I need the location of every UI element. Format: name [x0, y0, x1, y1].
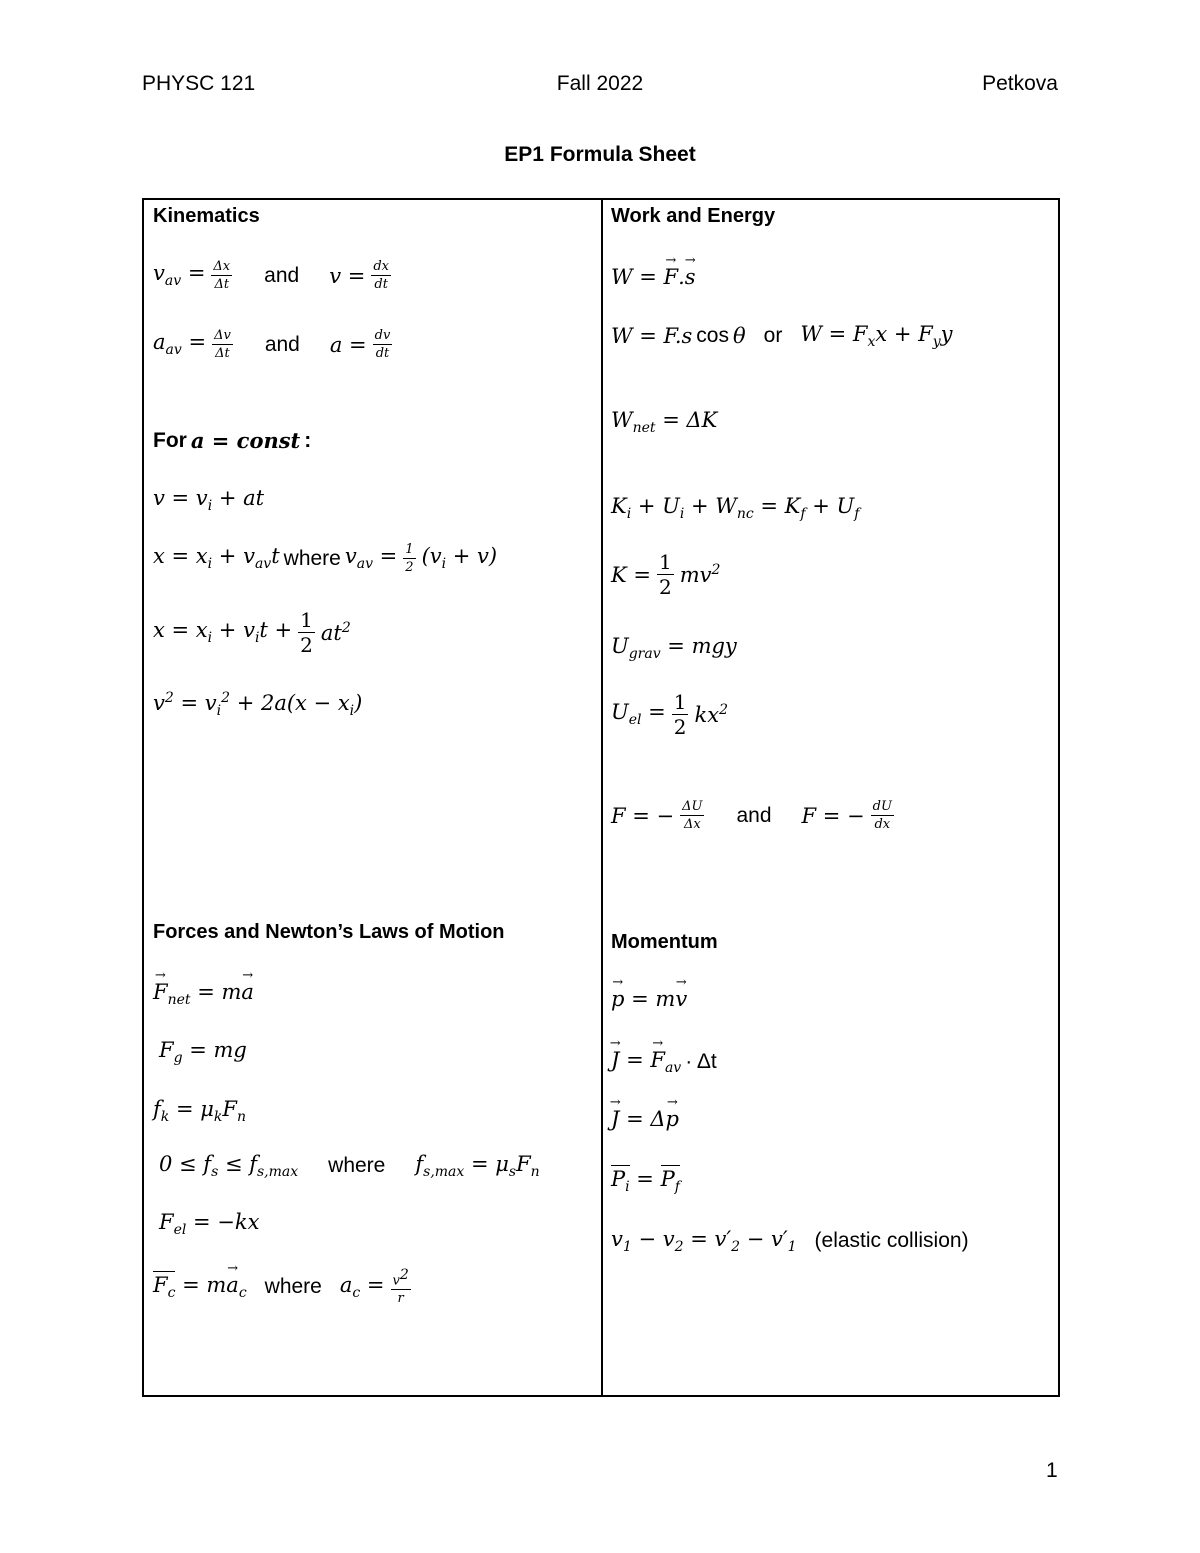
elastic-collision-formula: $v_1 - v_2 = v'_2 - v'_1$ (elastic collision) — [611, 1227, 969, 1256]
elastic-force-formula: $F_{el} = -kx$ — [159, 1210, 260, 1239]
formula-table — [142, 198, 1060, 1397]
momentum-heading: Momentum — [611, 931, 718, 953]
newton-second-law-formula: → $F_{net} = m\to a$ — [153, 980, 254, 1008]
word-or: or — [763, 324, 783, 348]
header-course: PHYSC 121 — [142, 72, 256, 95]
word-and: and — [736, 803, 772, 827]
position-average-velocity-formula: $x = x_i + v_{av}t$ where $v_{av}$ = $\frac{1}{2}$ $(v_i + v)$ — [153, 542, 498, 575]
header-term: Fall 2022 — [556, 72, 644, 95]
word-where: where — [328, 1154, 386, 1178]
left-column — [153, 200, 593, 1395]
average-velocity-formula: $v_{av}$ = $\frac{\Delta x}{\Delta t}$ and v = $\frac{dx}{dt}$ — [153, 259, 389, 292]
static-friction-formula: $0 \le f_s \le f_{s,max}$ where $f_{s,max} = \mu_sF_n$ — [159, 1152, 540, 1181]
word-where: where — [264, 1274, 322, 1298]
kinetic-friction-formula: $f_k = \mu_kF_n$ — [153, 1097, 246, 1126]
momentum-definition-formula: → p = m→ v — [611, 987, 687, 1011]
average-acceleration-formula: $a_{av}$ = $\frac{\Delta v}{\Delta t}$ and a = $\frac{dv}{dt}$ — [153, 328, 391, 361]
impulse-momentum-formula: → J = Δ→ p — [611, 1107, 679, 1131]
page-number: 1 — [1046, 1459, 1058, 1482]
work-cosine-formula: W = F.s cos θ or $W = F_xx + F_yy$ — [611, 322, 953, 351]
column-divider — [601, 200, 603, 1395]
energy-conservation-formula: $K_i + U_i + W_{nc} = K_f + U_f$ — [611, 494, 860, 523]
word-and: and — [264, 332, 300, 356]
page-title: EP1 Formula Sheet — [504, 143, 696, 166]
force-from-potential-formula: F = − $\frac{\Delta U}{\Delta x}$ and F = − $\frac{dU}{dx}$ — [611, 799, 892, 832]
word-and: and — [264, 263, 300, 287]
work-energy-theorem-formula: $W_{net} = \Delta K$ — [611, 408, 718, 437]
forces-heading: Forces and Newton’s Laws of Motion — [153, 921, 505, 943]
kinetic-energy-formula: K = $\frac{1}{2}$ $mv^2$ — [611, 550, 721, 599]
work-energy-heading: Work and Energy — [611, 205, 776, 227]
constant-acceleration-heading: For a = const : — [153, 428, 312, 453]
header-instructor: Petkova — [982, 72, 1058, 95]
velocity-time-formula: $v = v_i$ + at — [153, 486, 265, 515]
right-column — [611, 200, 1051, 1395]
word-where: where — [283, 546, 341, 570]
work-dot-product-formula: W = → F.→ s — [611, 265, 696, 289]
kinematics-heading: Kinematics — [153, 205, 260, 227]
gravity-force-formula: $F_g$ = mg — [159, 1038, 247, 1067]
momentum-conservation-formula: $P_i = P_f$ — [611, 1167, 680, 1196]
velocity-position-formula: $v^2 = v_i^2 + 2a(x - x_i)$ — [153, 690, 363, 720]
centripetal-force-formula: $F_c = m\to a_c$ where $a_c$ = $\frac{v^2}{r}$ — [153, 1268, 413, 1305]
position-time-formula: $x = x_i + v_it$ + $\frac{1}{2}$ $at^2$ — [153, 608, 351, 657]
impulse-force-formula: → J = → $F_{av}$ · Δt — [611, 1048, 717, 1076]
elastic-potential-formula: $U_{el}$ = $\frac{1}{2}$ $kx^2$ — [611, 690, 728, 739]
elastic-collision-note: (elastic collision) — [814, 1229, 969, 1253]
gravitational-potential-formula: $U_{grav}$ = mgy — [611, 634, 737, 663]
